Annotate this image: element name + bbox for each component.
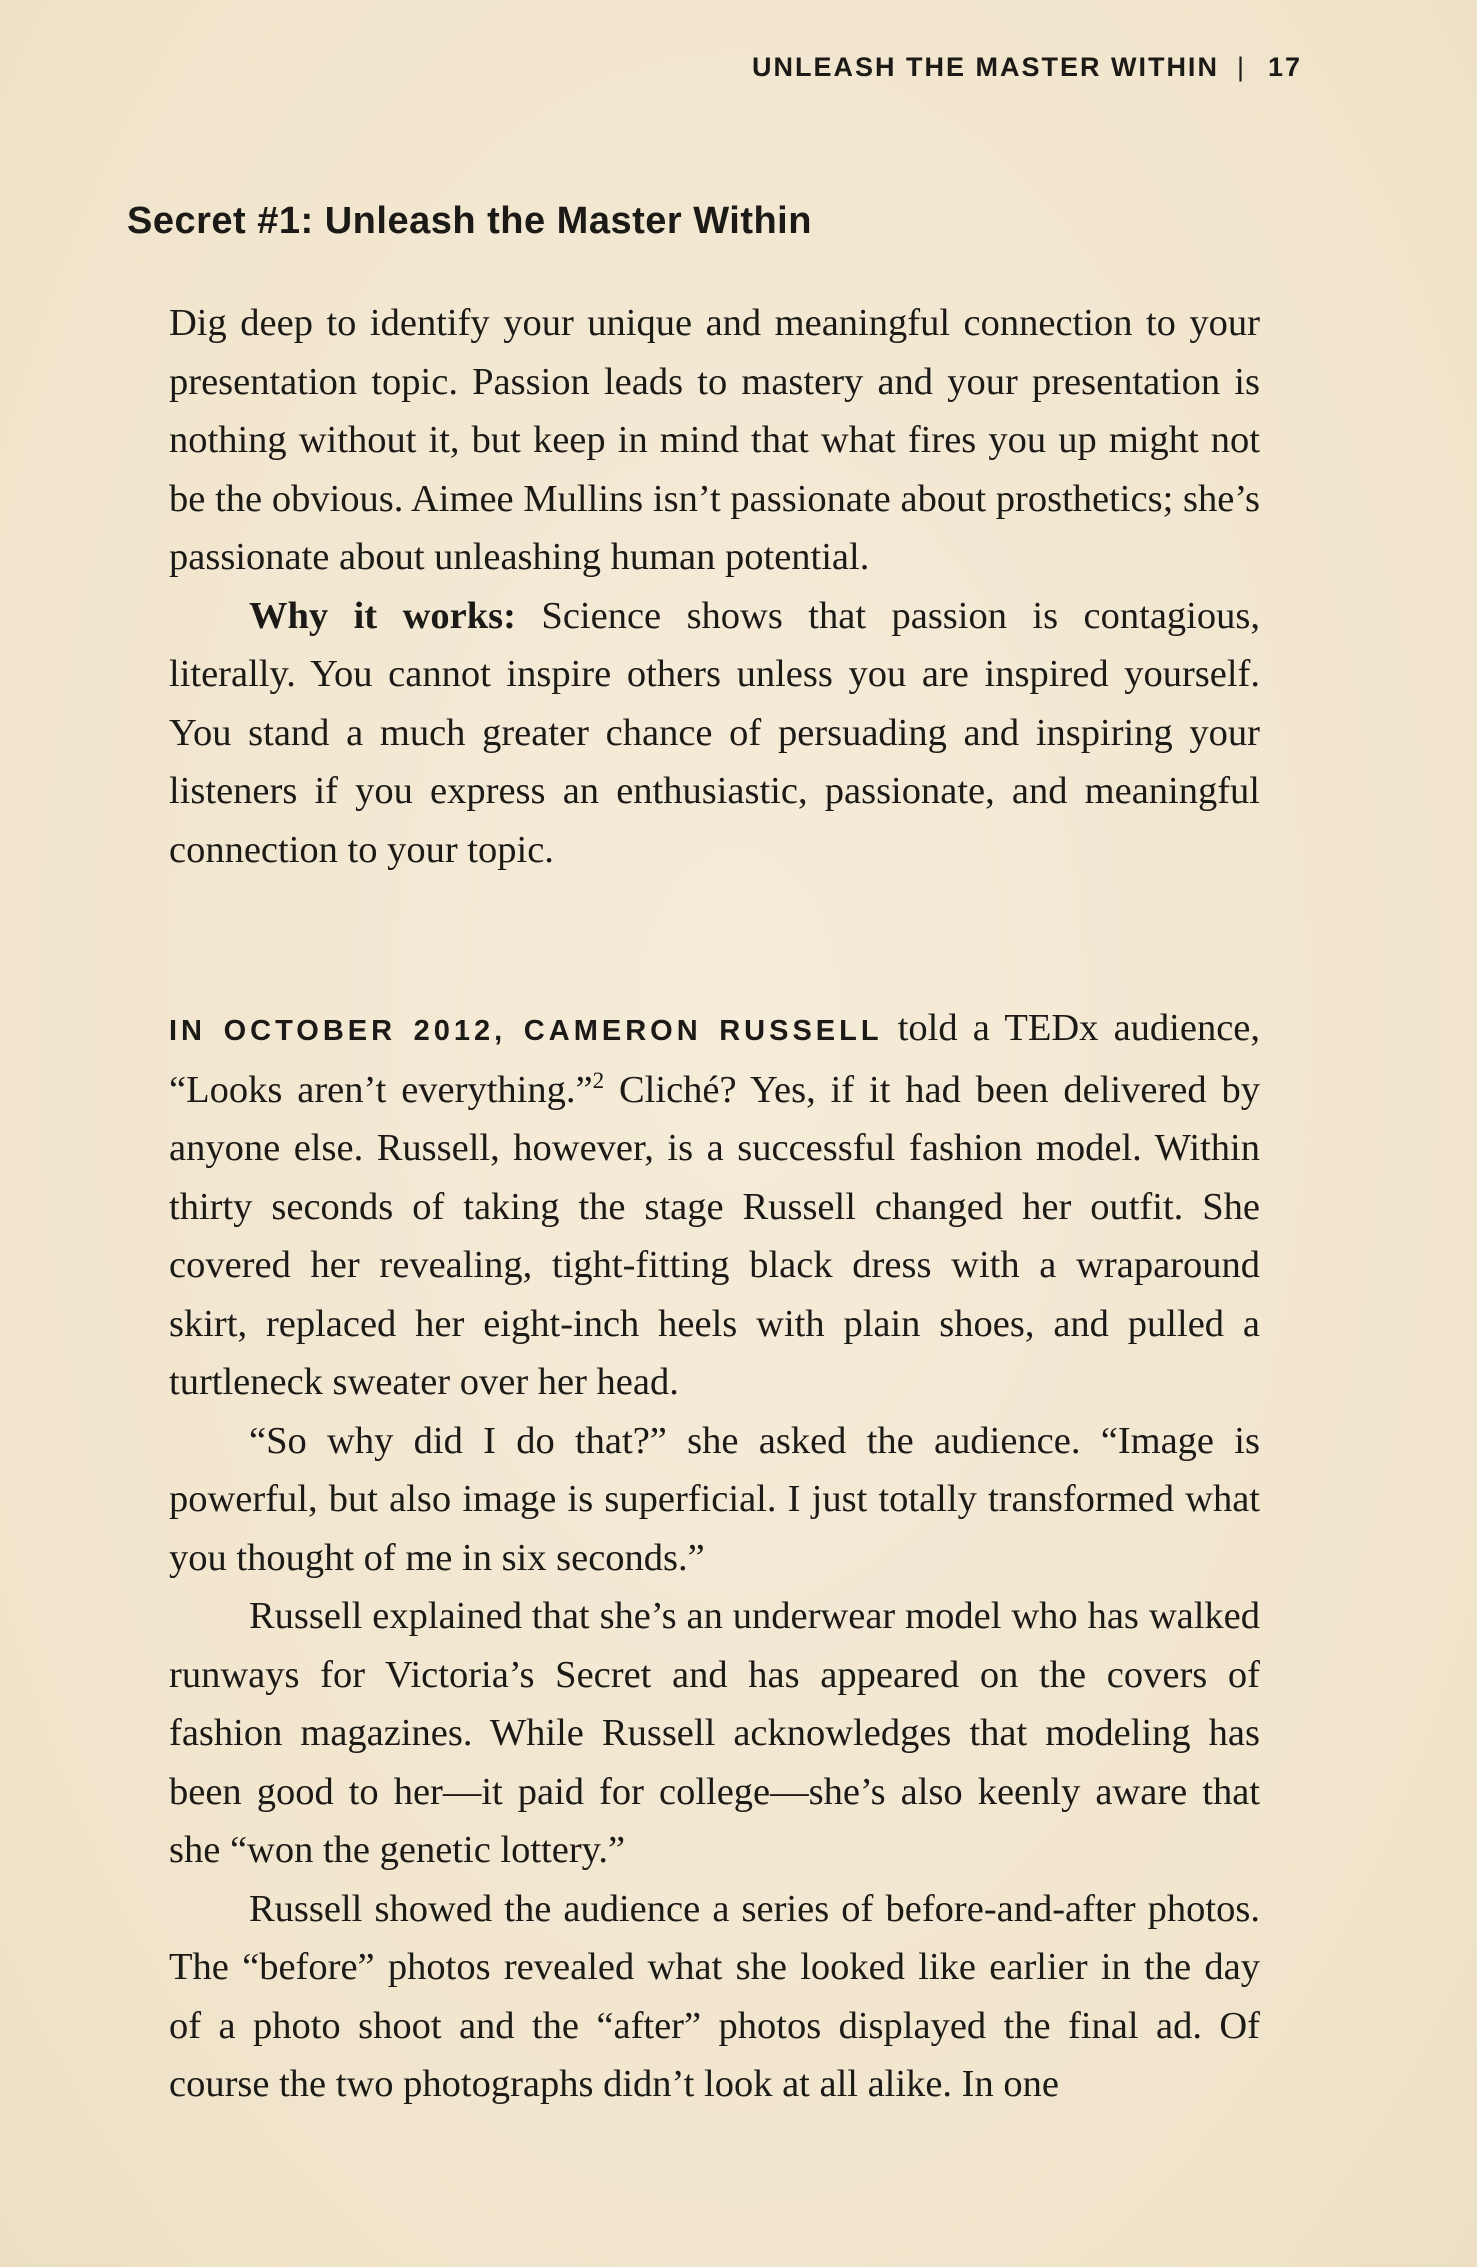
endnote-reference: 2 <box>592 1066 605 1093</box>
running-head <box>752 52 1302 83</box>
section-heading: Secret #1: Unleash the Master Within <box>127 200 812 242</box>
secret-summary-paragraph: Dig deep to identify your unique and meaningful connection to your presentation topic. Passion leads to mastery and your presentation is nothing without it, but keep in mind that what fires you up might not be the obvious. Aimee Mullins isn’t passionate about prosthetics; she’s passionate about unleashing human potential. <box>169 302 1260 578</box>
running-head-separator: | <box>1236 52 1246 82</box>
chapter-body <box>169 999 1260 2114</box>
why-it-works-text: Science shows that passion is contagious, literally. You cannot inspire others unless you are inspired yourself. You stand a much greater chance of persuading and inspiring your listeners if you express an enthusiastic, passionate, and meaningful connection to your topic. <box>169 594 1260 871</box>
opening-small-caps: IN OCTOBER 2012, CAMERON RUSSELL <box>169 1015 883 1047</box>
body-paragraph-2: “So why did I do that?” she asked the audience. “Image is powerful, but also image is superficial. I just totally transformed what you thought of me in six seconds.” <box>169 1419 1260 1579</box>
page-number: 17 <box>1267 52 1302 82</box>
running-head-title: UNLEASH THE MASTER WITHIN <box>751 52 1219 82</box>
opening-text-before-note: told a TEDx audience, “Looks aren’t everything.” <box>169 1007 1260 1111</box>
why-it-works-label: Why it works: <box>249 594 516 637</box>
body-paragraph-3: Russell explained that she’s an underwear model who has walked runways for Victoria’s Secret and has appeared on the covers of fashion magazines. While Russell acknowledges that modeling has been good to her—it paid for college—she’s also keenly aware that she “won the genetic lottery.” <box>169 1595 1260 1871</box>
secret-summary-block <box>169 294 1260 879</box>
opening-text-after-note: Cliché? Yes, if it had been delivered by anyone else. Russell, however, is a successful fashion model. Within thirty seconds of taking the stage Russell changed her outfit. She covered her revealing, tight-fitting black dress with a wraparound skirt, replaced her eight-inch heels with plain shoes, and pulled a turtleneck sweater over her head. <box>169 1068 1260 1403</box>
why-it-works-paragraph <box>169 587 1260 880</box>
body-paragraph-4: Russell showed the audience a series of before-and-after photos. The “before” photos revealed what she looked like earlier in the day of a photo shoot and the “after” photos displayed the final ad. Of course the two photographs didn’t look at all alike. In one <box>169 1887 1260 2105</box>
opening-paragraph <box>169 999 1260 1412</box>
